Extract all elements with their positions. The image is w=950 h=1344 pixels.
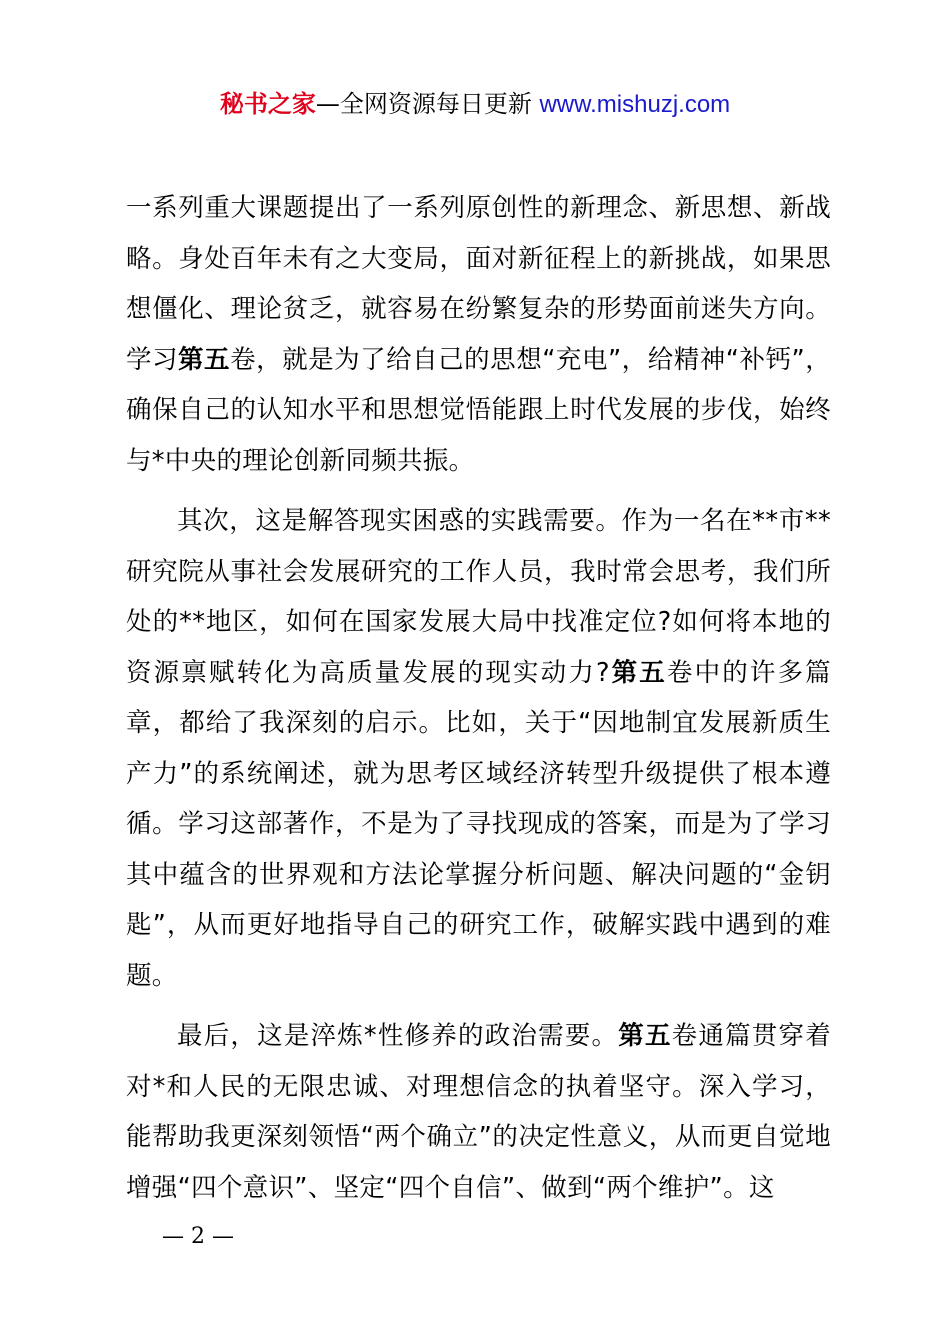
paragraph-continued xyxy=(126,183,831,486)
site-url-link[interactable]: www.mishuzj.com xyxy=(539,91,731,118)
paragraph-text: 一系列重大课题提出了一系列原创性的新理念、新思想、新战略。身处百年未有之大变局，面对新征程上的新挑战，如果思想僵化、理论贫乏，就容易在纷繁复杂的形势面前迷失方向。学习 xyxy=(126,193,831,375)
paragraph-second-reason xyxy=(126,496,831,1001)
site-header xyxy=(0,86,950,123)
emphasis-volume: 第五 xyxy=(618,1021,672,1051)
document-body xyxy=(126,183,831,1223)
paragraph-text: 最后，这是淬炼*性修养的政治需要。 xyxy=(177,1021,619,1051)
paragraph-text: 其次，这是解答现实困惑的实践需要。作为一名在**市**研究院从事社会发展研究的工作人员，我时常会思考，我们所处的**地区，如何在国家发展大局中找准定位?如何将本地的资源禀赋转化为高质量发展的现实动力? xyxy=(126,506,831,688)
emphasis-volume: 第五 xyxy=(178,344,231,375)
header-slogan: —全网资源每日更新 xyxy=(315,90,532,118)
paragraph-text: 卷通篇贯穿着对*和人民的无限忠诚、对理想信念的执着坚守。深入学习，能帮助我更深刻领悟“两个确立”的决定性意义，从而更自觉地增强“四个意识”、坚定“四个自信”、做到“两个维护”。这 xyxy=(126,1021,831,1203)
paragraph-final-reason xyxy=(126,1011,831,1213)
brand-name: 秘书之家 xyxy=(219,90,316,118)
emphasis-volume: 第五 xyxy=(609,657,667,688)
paragraph-text: 卷中的许多篇章，都给了我深刻的启示。比如，关于“因地制宜发展新质生产力”的系统阐述，就为思考区域经济转型升级提供了根本遵循。学习这部著作，不是为了寻找现成的答案，而是为了学习其中蕴含的世界观和方法论掌握分析问题、解决问题的“金钥匙”，从而更好地指导自己的研究工作，破解实践中遇到的难题。 xyxy=(126,657,831,991)
page-number: — 2 — xyxy=(162,1224,234,1249)
paragraph-text: 卷，就是为了给自己的思想“充电”，给精神“补钙”，确保自己的认知水平和思想觉悟能跟上时代发展的步伐，始终与*中央的理论创新同频共振。 xyxy=(126,344,831,476)
